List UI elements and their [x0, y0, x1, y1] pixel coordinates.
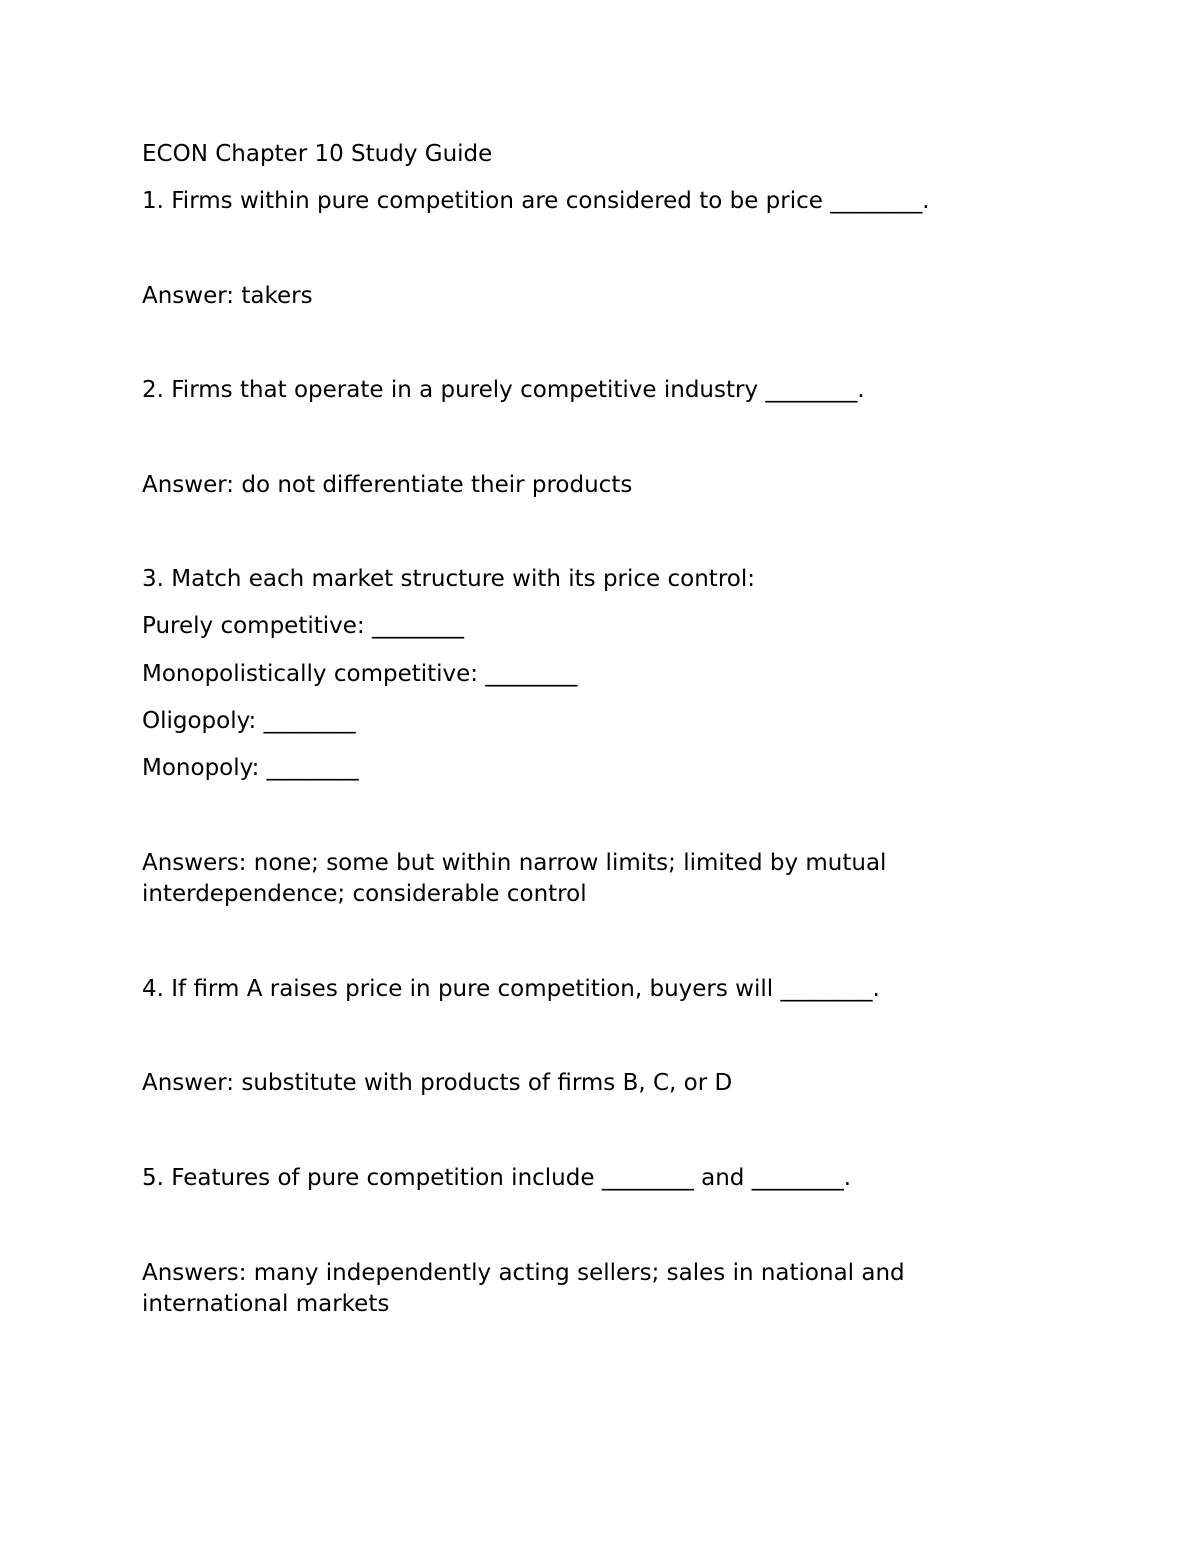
question-5: 5. Features of pure competition include ________ and ________.: [142, 1165, 852, 1191]
answer-4: Answer: substitute with products of firms B, C, or D: [142, 1070, 733, 1096]
page-title: ECON Chapter 10 Study Guide: [142, 141, 493, 167]
question-1: 1. Firms within pure competition are considered to be price ________.: [142, 188, 930, 214]
answer-1: Answer: takers: [142, 283, 313, 309]
question-3-item: Purely competitive: ________: [142, 613, 464, 639]
answer-5: Answers: many independently acting sellers; sales in national and international markets: [142, 1260, 912, 1317]
question-4: 4. If firm A raises price in pure competition, buyers will ________.: [142, 976, 880, 1002]
question-3-item: Monopoly: ________: [142, 755, 359, 781]
question-3-item: Oligopoly: ________: [142, 708, 356, 734]
answer-3: Answers: none; some but within narrow limits; limited by mutual interdependence; considerable control: [142, 850, 894, 907]
question-2: 2. Firms that operate in a purely competitive industry ________.: [142, 377, 865, 403]
answer-2: Answer: do not differentiate their products: [142, 472, 633, 498]
question-3-item: Monopolistically competitive: ________: [142, 661, 578, 687]
question-3: 3. Match each market structure with its price control:: [142, 566, 755, 592]
